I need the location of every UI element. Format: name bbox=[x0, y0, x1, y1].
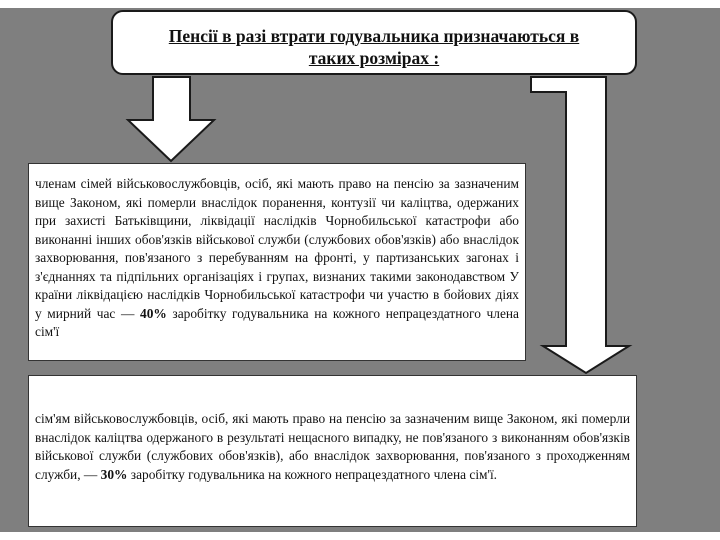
title-line-2: таких розмірах : bbox=[308, 48, 440, 68]
case-2-text: сім'ям військовослужбовців, осіб, які мають право на пенсію за зазначеним вище Законом, які померли внаслідок каліцтва одержаного в результаті нещасного випадку, не пов'язаного з виконанням обов'язків військової служби (службових обов'язків), або внаслідок захворювання, пов'язаного з проходженням служби, — bbox=[35, 411, 630, 482]
title-box bbox=[111, 10, 637, 75]
case-2-text-after: заробітку годувальника на кожного непрацездатного члена сім'ї. bbox=[130, 466, 498, 482]
case-2-percent: 30% bbox=[100, 466, 128, 482]
arrow-left-down bbox=[128, 77, 214, 161]
pension-case-box-1 bbox=[28, 163, 526, 361]
case-1-text-after: заробітку годувальника на кожного непрацездатного члена сім'ї bbox=[35, 305, 519, 339]
arrow-right-down bbox=[531, 77, 629, 373]
pension-case-box-2 bbox=[28, 375, 637, 527]
case-1-percent: 40% bbox=[140, 305, 167, 321]
case-1-text: членам сімей військовослужбовців, осіб, які мають право на пенсію за зазначеним вище Законом, які померли внаслідок поранення, контузії чи каліцтва, одержаних при захисті Батьківщини, ліквідації наслідків Чорнобильської катастрофи або виконанні інших обов'язків військової служби (службових обов'язків) або внаслідок захворювання, пов'язаного з перебуванням на фронті, у партизанських загонах і з'єднаннях та підпільних організаціях і групах, визнаних такими законодавством У країни ліквідацією наслідків Чорнобильської катастрофи чи участю в бойових діях у мирний час — bbox=[35, 176, 519, 321]
title-line-1: Пенсії в разі втрати годувальника призначаються в bbox=[168, 26, 580, 46]
